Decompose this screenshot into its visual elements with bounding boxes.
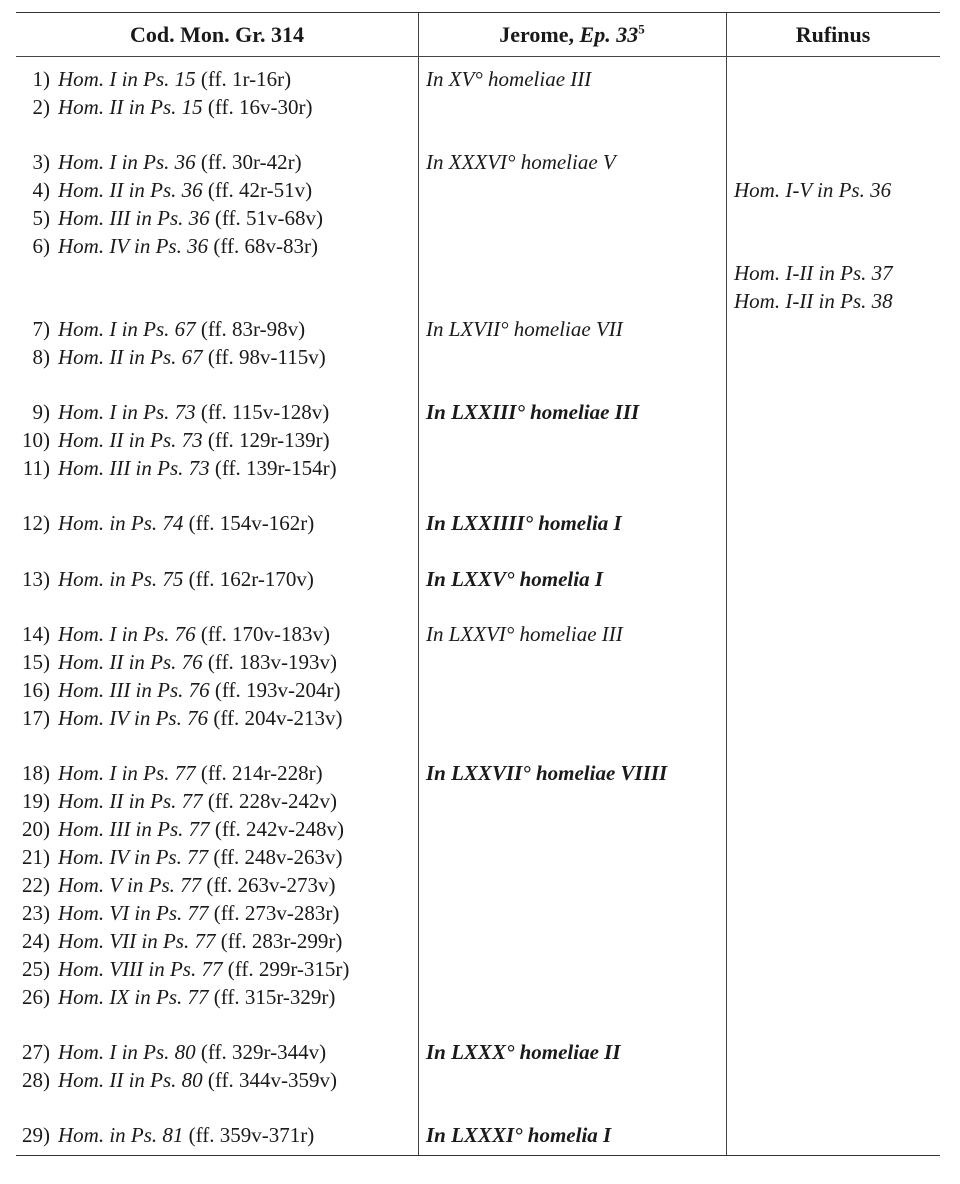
- codex-row: [16, 1122, 416, 1148]
- row-number: 2): [32, 95, 50, 119]
- codex-row: [16, 316, 416, 342]
- row-number: 11): [22, 456, 50, 480]
- homily-title: Hom. VIII in Ps. 77: [58, 957, 223, 981]
- homily-title: Hom. VII in Ps. 77: [58, 929, 216, 953]
- row-number: 19): [22, 789, 50, 813]
- header-codex: Cod. Mon. Gr. 314: [130, 22, 304, 47]
- folio-range: (ff. 204v-213v): [208, 706, 343, 730]
- codex-row: [16, 621, 416, 647]
- homily-title: Hom. III in Ps. 76: [58, 678, 210, 702]
- codex-row: [16, 510, 416, 536]
- jerome-entry: In LXVII° homeliae VII: [426, 317, 623, 341]
- row-number: 28): [22, 1068, 50, 1092]
- jerome-entry: In LXXXI° homelia I: [426, 1123, 612, 1147]
- codex-row: [16, 177, 416, 203]
- folio-range: (ff. 16v-30r): [202, 95, 313, 119]
- folio-range: (ff. 299r-315r): [222, 957, 350, 981]
- folio-range: (ff. 1r-16r): [195, 67, 292, 91]
- row-number: 14): [22, 622, 50, 646]
- codex-row: [16, 566, 416, 592]
- header-jerome: [418, 22, 726, 48]
- homily-title: Hom. II in Ps. 36: [58, 178, 203, 202]
- folio-range: (ff. 129r-139r): [202, 428, 330, 452]
- row-number: 6): [32, 234, 50, 258]
- homily-title: Hom. I in Ps. 36: [58, 150, 196, 174]
- row-number: 23): [22, 901, 50, 925]
- codex-row: [16, 788, 416, 814]
- folio-range: (ff. 98v-115v): [202, 345, 326, 369]
- jerome-entry: In LXXIII° homeliae III: [426, 400, 640, 424]
- row-number: 8): [32, 345, 50, 369]
- folio-range: (ff. 30r-42r): [195, 150, 302, 174]
- codex-row: [16, 455, 416, 481]
- row-number: 25): [22, 957, 50, 981]
- folio-range: (ff. 139r-154r): [209, 456, 337, 480]
- folio-range: (ff. 273v-283r): [208, 901, 340, 925]
- folio-range: (ff. 42r-51v): [202, 178, 313, 202]
- column-divider: [726, 13, 727, 1155]
- row-number: 22): [22, 873, 50, 897]
- homily-title: Hom. II in Ps. 67: [58, 345, 203, 369]
- codex-row: [16, 900, 416, 926]
- homily-title: Hom. I in Ps. 67: [58, 317, 196, 341]
- row-number: 10): [22, 428, 50, 452]
- header-jerome-epistle: Ep. 33: [579, 22, 639, 47]
- homily-title: Hom. I in Ps. 15: [58, 67, 196, 91]
- homily-title: Hom. in Ps. 75: [58, 567, 184, 591]
- homily-title: Hom. II in Ps. 76: [58, 650, 203, 674]
- homily-title: Hom. III in Ps. 77: [58, 817, 210, 841]
- codex-row: [16, 399, 416, 425]
- folio-range: (ff. 154v-162r): [183, 511, 315, 535]
- folio-range: (ff. 263v-273v): [201, 873, 336, 897]
- row-number: 3): [32, 150, 50, 174]
- codex-row: [16, 1067, 416, 1093]
- row-number: 5): [32, 206, 50, 230]
- folio-range: (ff. 315r-329r): [208, 985, 336, 1009]
- jerome-entry: In XV° homeliae III: [426, 67, 592, 91]
- homily-title: Hom. II in Ps. 77: [58, 789, 203, 813]
- codex-row: [16, 705, 416, 731]
- folio-range: (ff. 344v-359v): [202, 1068, 337, 1092]
- codex-row: [16, 928, 416, 954]
- folio-range: (ff. 242v-248v): [209, 817, 344, 841]
- codex-row: [16, 233, 416, 259]
- codex-row: [16, 760, 416, 786]
- row-number: 24): [22, 929, 50, 953]
- homily-title: Hom. IV in Ps. 36: [58, 234, 209, 258]
- codex-row: [16, 872, 416, 898]
- header-rufinus: Rufinus: [795, 22, 871, 47]
- homily-title: Hom. IX in Ps. 77: [58, 985, 209, 1009]
- jerome-entry: In LXXVI° homeliae III: [426, 622, 623, 646]
- folio-range: (ff. 283r-299r): [215, 929, 343, 953]
- codex-row: [16, 66, 416, 92]
- folio-range: (ff. 183v-193v): [202, 650, 337, 674]
- homily-title: Hom. IV in Ps. 76: [58, 706, 209, 730]
- folio-range: (ff. 51v-68v): [209, 206, 323, 230]
- row-number: 7): [32, 317, 50, 341]
- jerome-entry: In LXXX° homeliae II: [426, 1040, 621, 1064]
- homily-title: Hom. VI in Ps. 77: [58, 901, 209, 925]
- homily-title: Hom. I in Ps. 77: [58, 761, 196, 785]
- homily-title: Hom. III in Ps. 73: [58, 456, 210, 480]
- folio-range: (ff. 83r-98v): [195, 317, 306, 341]
- codex-row: [16, 984, 416, 1010]
- jerome-entry: In XXXVI° homeliae V: [426, 150, 616, 174]
- codex-row: [16, 205, 416, 231]
- row-number: 21): [22, 845, 50, 869]
- homily-title: Hom. V in Ps. 77: [58, 873, 202, 897]
- folio-range: (ff. 68v-83r): [208, 234, 318, 258]
- homily-title: Hom. in Ps. 81: [58, 1123, 184, 1147]
- row-number: 1): [32, 67, 50, 91]
- folio-range: (ff. 359v-371r): [183, 1123, 315, 1147]
- folio-range: (ff. 193v-204r): [209, 678, 341, 702]
- homilies-table: [16, 12, 940, 1156]
- folio-range: (ff. 115v-128v): [195, 400, 330, 424]
- row-number: 12): [22, 511, 50, 535]
- row-number: 26): [22, 985, 50, 1009]
- codex-row: [16, 649, 416, 675]
- codex-row: [16, 844, 416, 870]
- codex-row: [16, 1039, 416, 1065]
- homily-title: Hom. III in Ps. 36: [58, 206, 210, 230]
- homily-title: Hom. I in Ps. 80: [58, 1040, 196, 1064]
- folio-range: (ff. 228v-242v): [202, 789, 337, 813]
- row-number: 15): [22, 650, 50, 674]
- codex-row: [16, 956, 416, 982]
- row-number: 18): [22, 761, 50, 785]
- codex-row: [16, 427, 416, 453]
- header-rule: [16, 56, 940, 57]
- row-number: 17): [22, 706, 50, 730]
- codex-row: [16, 149, 416, 175]
- homily-title: Hom. in Ps. 74: [58, 511, 184, 535]
- row-number: 27): [22, 1040, 50, 1064]
- jerome-entry: In LXXIIII° homelia I: [426, 511, 622, 535]
- row-number: 29): [22, 1123, 50, 1147]
- codex-row: [16, 94, 416, 120]
- header-jerome-label: Jerome,: [499, 22, 580, 47]
- row-number: 16): [22, 678, 50, 702]
- row-number: 13): [22, 567, 50, 591]
- row-number: 20): [22, 817, 50, 841]
- rufinus-entry: Hom. I-II in Ps. 37: [734, 261, 893, 285]
- row-number: 4): [32, 178, 50, 202]
- homily-title: Hom. I in Ps. 76: [58, 622, 196, 646]
- codex-row: [16, 816, 416, 842]
- homily-title: Hom. II in Ps. 73: [58, 428, 203, 452]
- row-number: 9): [32, 400, 50, 424]
- homily-title: Hom. II in Ps. 80: [58, 1068, 203, 1092]
- rufinus-entry: Hom. I-II in Ps. 38: [734, 289, 893, 313]
- codex-row: [16, 344, 416, 370]
- rufinus-entry: Hom. I-V in Ps. 36: [734, 178, 892, 202]
- homily-title: Hom. IV in Ps. 77: [58, 845, 209, 869]
- jerome-entry: In LXXV° homelia I: [426, 567, 604, 591]
- folio-range: (ff. 162r-170v): [183, 567, 314, 591]
- column-divider: [418, 13, 419, 1155]
- jerome-entry: In LXXVII° homeliae VIIII: [426, 761, 668, 785]
- folio-range: (ff. 329r-344v): [195, 1040, 327, 1064]
- footnote-marker: 5: [638, 21, 645, 37]
- homily-title: Hom. II in Ps. 15: [58, 95, 203, 119]
- codex-row: [16, 677, 416, 703]
- folio-range: (ff. 248v-263v): [208, 845, 343, 869]
- folio-range: (ff. 214r-228r): [195, 761, 323, 785]
- folio-range: (ff. 170v-183v): [195, 622, 331, 646]
- homily-title: Hom. I in Ps. 73: [58, 400, 196, 424]
